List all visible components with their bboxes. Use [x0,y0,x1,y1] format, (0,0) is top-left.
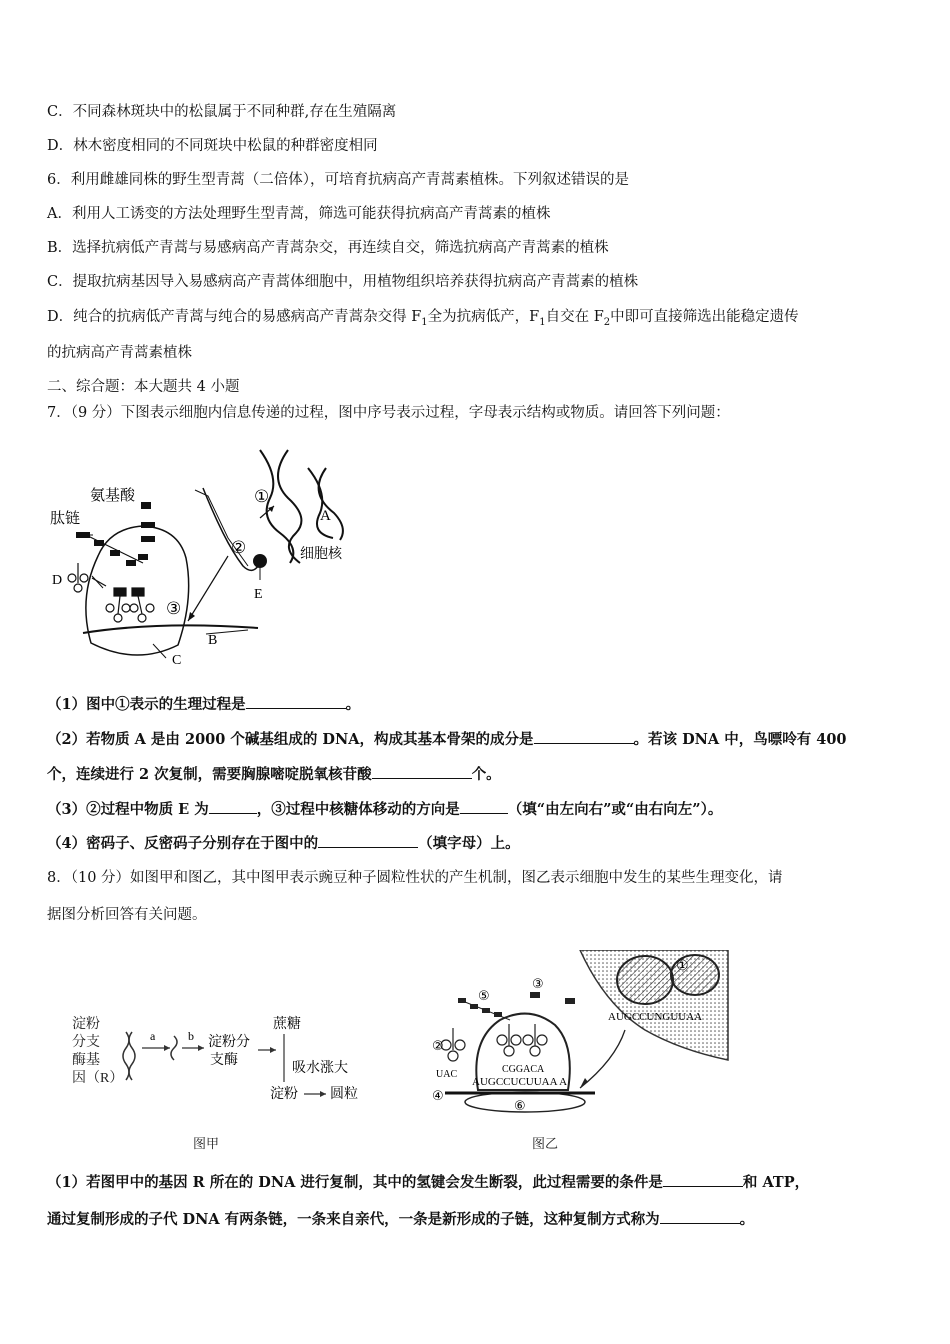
answer-blank[interactable] [318,833,418,848]
answer-blank[interactable] [246,694,346,709]
enzyme-label-1: 淀粉分 [208,1035,250,1050]
caption-figure-a: 图甲 [193,1137,220,1152]
label-n6: ⑥ [514,1099,526,1114]
answer-blank[interactable] [663,1172,743,1187]
q8-sub1-cont: 通过复制形成的子代 DNA 有两条链，一条来自亲代，一条是新形成的子链，这种复制方式称为 。 [47,1211,755,1228]
q8-figure-b [430,950,730,1115]
seq-top: AUGCCUNGUUAA [608,1011,703,1023]
q8-stem-cont: 据图分析回答有关问题。 [47,907,207,923]
section-heading: 二、综合题：本大题共 4 小题 [47,379,240,395]
answer-blank[interactable] [660,1209,740,1224]
label-n2: ② [231,538,247,558]
q7-stem: 7．（9 分）下图表示细胞内信息传递的过程，图中序号表示过程，字母表示结构或物质。请回答下列问题： [47,405,730,421]
seq-uac: UAC [436,1069,458,1080]
q7-sub1: （1）图中①表示的生理过程是 。 [47,696,361,713]
polymerase-e [253,554,267,568]
caption-figure-b: 图乙 [532,1137,559,1152]
arrow-label-a: a [150,1029,156,1043]
label-peptide: 肽链 [50,511,81,527]
q6-stem: 6．利用雌雄同株的野生型青蒿（二倍体），可培育抗病高产青蒿素植株。下列叙述错误的是 [47,172,629,188]
q8-sub1: （1）若图甲中的基因 R 所在的 DNA 进行复制，其中的氢键会发生断裂，此过程需要的条件是 和 ATP， [47,1174,810,1191]
answer-blank[interactable] [372,764,472,779]
q8-stem: 8．（10 分）如图甲和图乙，其中图甲表示豌豆种子圆粒性状的产生机制，图乙表示细胞中发生的某些生理变化，请 [47,870,783,886]
label-n1: ① [254,487,270,507]
label-n4: ④ [432,1089,444,1104]
q5-option-d: D．林木密度相同的不同斑块中松鼠的种群密度相同 [47,138,378,154]
q8-figure-a [70,1010,400,1110]
q6-option-d-cont: 的抗病高产青蒿素植株 [47,345,192,361]
answer-blank[interactable] [209,799,257,814]
label-n1: ① [676,958,689,974]
swell-label: 吸水涨大 [292,1061,348,1076]
label-n3: ③ [166,599,182,619]
q7-sub4: （4）密码子、反密码子分别存在于图中的 （填字母）上。 [47,835,520,852]
label-nucleus: 细胞核 [300,547,342,562]
sucrose-label: 蔗糖 [273,1017,301,1032]
label-d: D [52,573,63,588]
q6-option-a: A．利用人工诱变的方法处理野生型青蒿，筛选可能获得抗病高产青蒿素的植株 [47,206,551,222]
round-label: 圆粒 [330,1087,358,1102]
q7-sub3: （3）②过程中物质 E 为 ，③过程中核糖体移动的方向是 （填“由左向右”或“由右向左”）。 [47,801,723,818]
dna-strand-2 [278,450,301,563]
label-n5: ⑤ [478,989,490,1004]
seq-cgg: CGGACA [502,1064,545,1075]
answer-blank[interactable] [460,799,508,814]
gene-label-4: 因（R） [72,1071,124,1086]
label-e: E [254,587,263,602]
q7-sub2: （2）若物质 A 是由 2000 个碱基组成的 DNA，构成其基本骨架的成分是 。若该 DNA 中，鸟嘌呤有 400 [47,731,847,748]
enzyme-label-2: 支酶 [210,1053,238,1068]
label-n2: ② [432,1039,444,1054]
gene-label-3: 酶基 [72,1053,100,1068]
q5-option-c: C．不同森林斑块中的松鼠属于不同种群,存在生殖隔离 [47,104,397,120]
label-n3: ③ [532,977,544,992]
label-c: C [172,653,182,668]
q6-option-d: D．纯合的抗病低产青蒿与纯合的易感病高产青蒿杂交得 $F_1$全为抗病低产，$F_1$自交在 $F_2$中即可直接筛选出能稳定遗传 [47,309,799,328]
gene-label-1: 淀粉 [72,1017,100,1032]
label-a: A [320,508,331,524]
label-amino-acid: 氨基酸 [90,488,136,504]
seq-bottom: AUGCCUCUUAA A [472,1076,568,1088]
label-b: B [208,633,218,648]
answer-blank[interactable] [534,729,634,744]
q6-option-b: B．选择抗病低产青蒿与易感病高产青蒿杂交，再连续自交，筛选抗病高产青蒿素的植株 [47,240,609,256]
arrow-label-b: b [188,1029,194,1043]
q7-sub2-cont: 个，连续进行 2 次复制，需要胸腺嘧啶脱氧核苷酸 个。 [47,766,501,783]
q7-figure [48,438,368,670]
q6-option-c: C．提取抗病基因导入易感病高产青蒿体细胞中，用植物组织培养获得抗病高产青蒿素的植株 [47,274,639,290]
starch-label: 淀粉 [270,1087,298,1102]
gene-label-2: 分支 [72,1035,100,1050]
